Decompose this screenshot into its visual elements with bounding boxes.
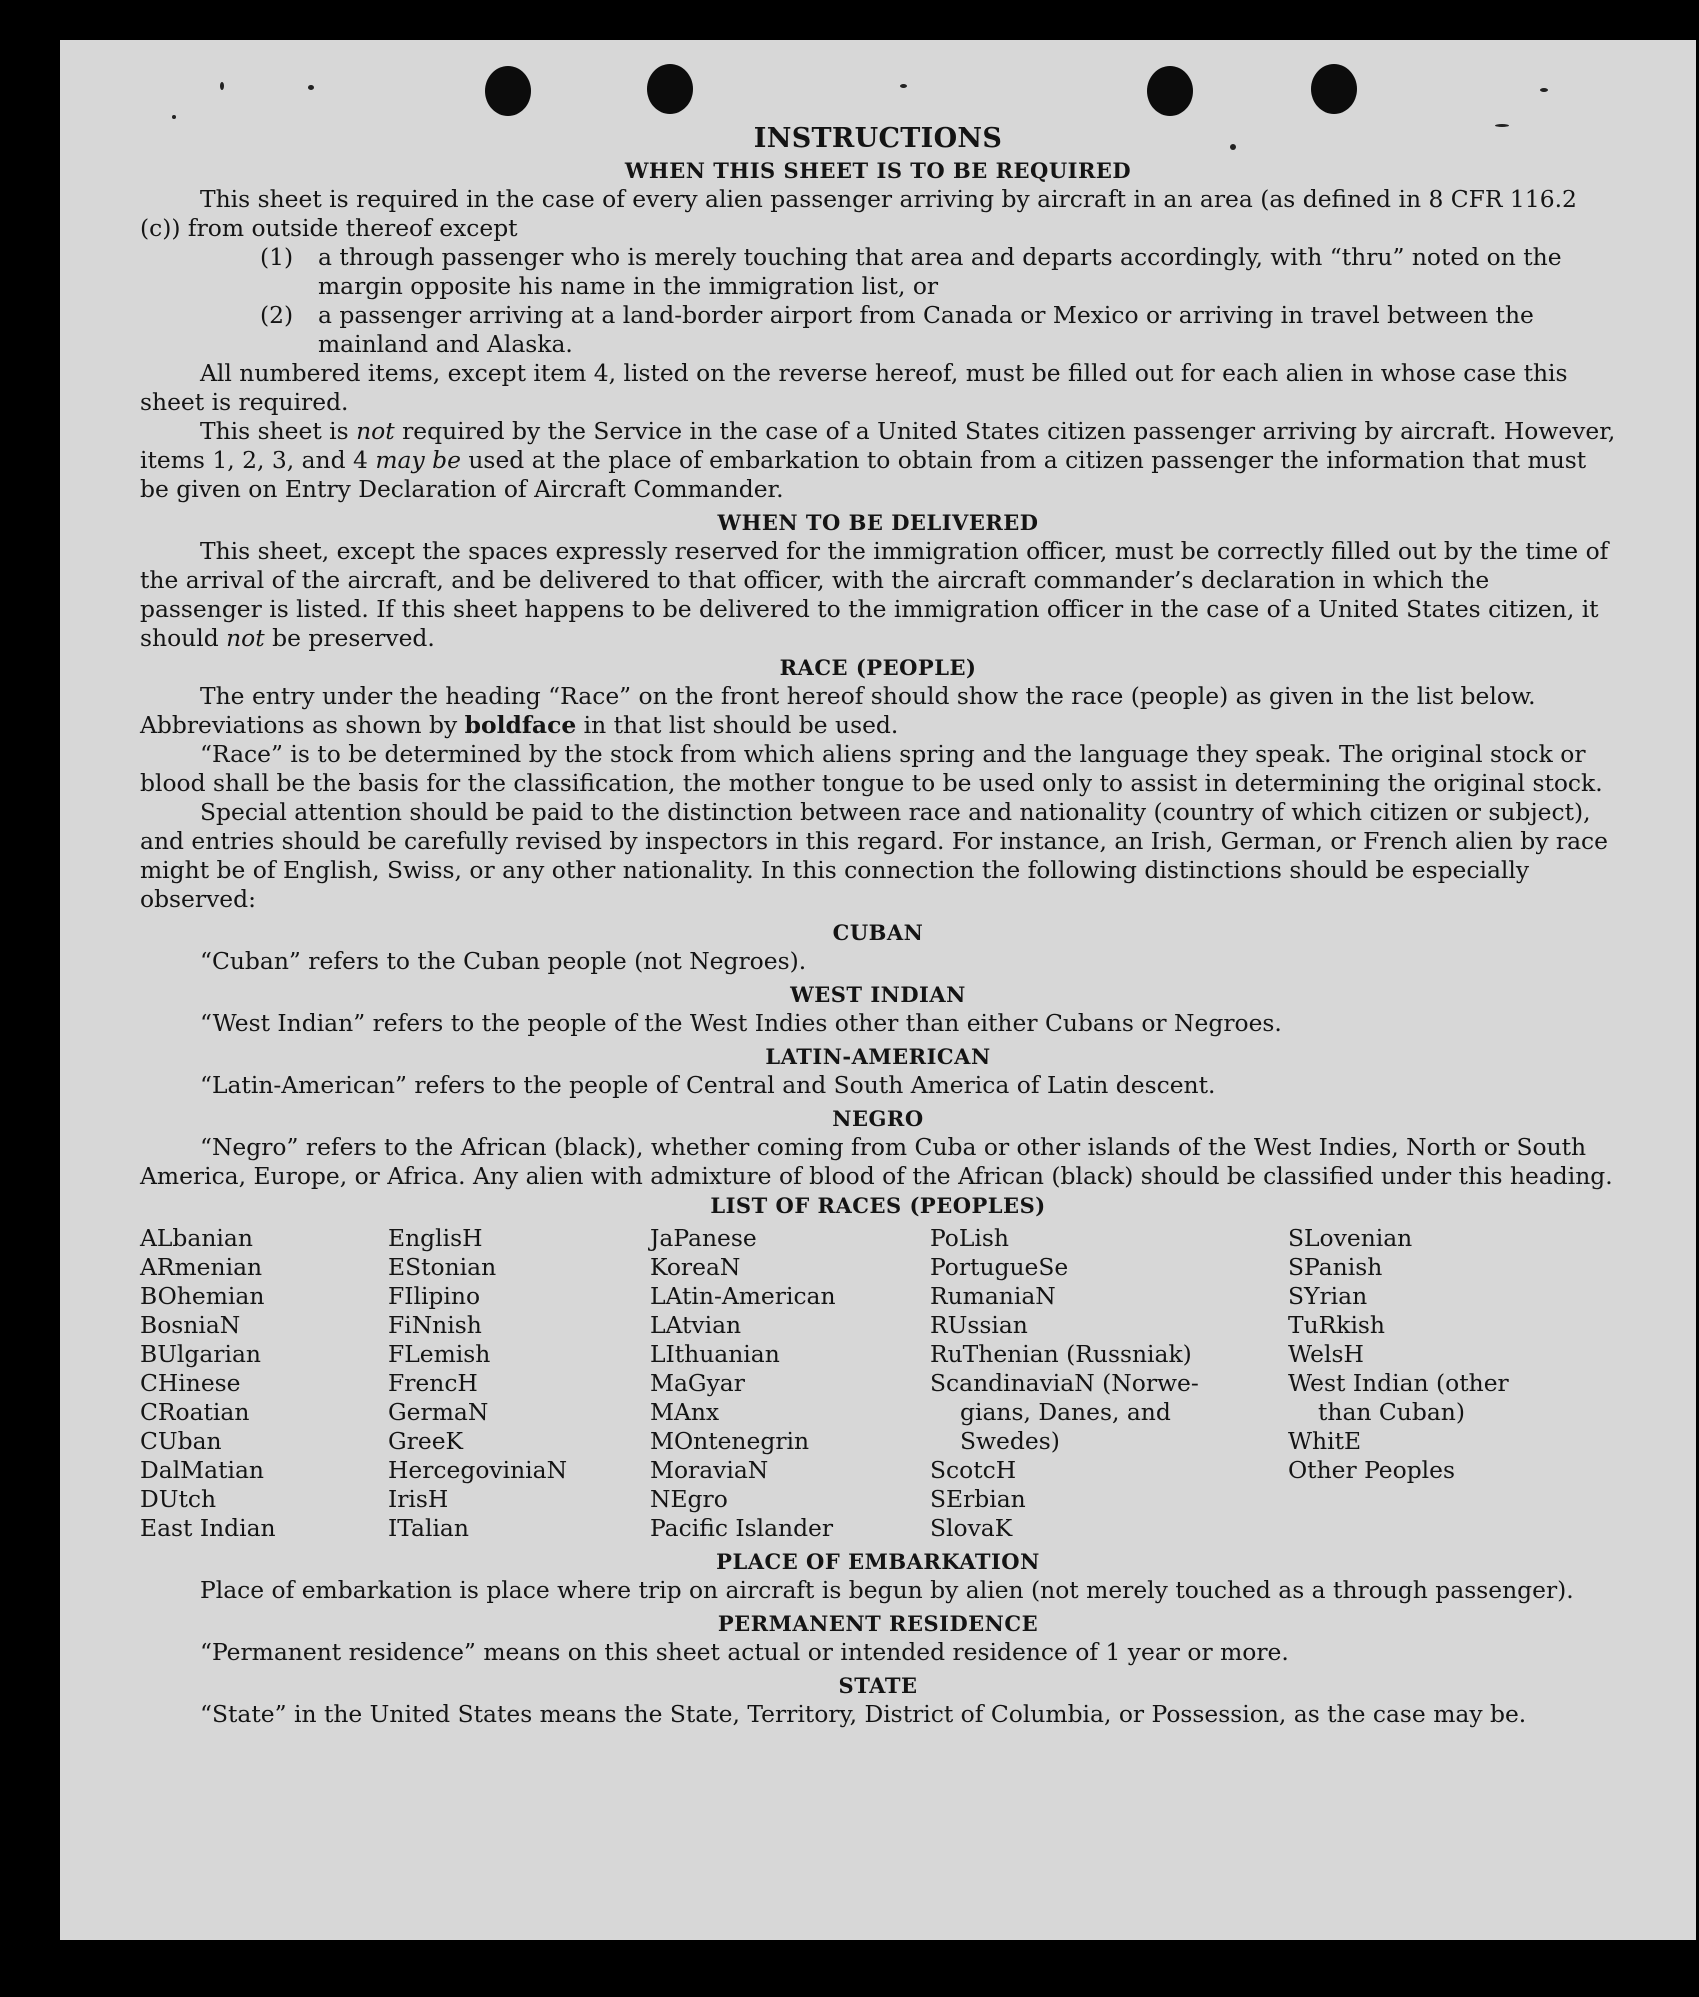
race-entry: SLovenian [1288, 1224, 1413, 1252]
text-span: may be [375, 446, 461, 474]
race-entry: FIlipino [388, 1282, 481, 1310]
race-entry: DUtch [140, 1485, 217, 1513]
punch-hole [1147, 66, 1193, 116]
speck [220, 82, 224, 90]
race-entry: BOhemian [140, 1282, 265, 1310]
paragraph-citizen [140, 417, 1616, 504]
race-entry: MAnx [650, 1398, 720, 1426]
speck [900, 84, 907, 88]
races-column-2 [388, 1224, 650, 1543]
race-entry: FrencH [388, 1369, 478, 1397]
speck [172, 115, 176, 119]
item-number: (2) [260, 301, 294, 329]
race-entry: ARmenian [140, 1253, 263, 1281]
race-entry: ITalian [388, 1514, 469, 1542]
race-entry: WhitE [1288, 1427, 1362, 1455]
race-entry: PoLish [930, 1224, 1009, 1252]
document-page [60, 40, 1696, 1940]
speck [308, 85, 314, 90]
race-entry: CRoatian [140, 1398, 250, 1426]
race-entry: CHinese [140, 1369, 241, 1397]
races-column-4 [930, 1224, 1288, 1543]
speck [1540, 88, 1548, 92]
race-entry: JaPanese [650, 1224, 757, 1252]
paragraph-cuban: “Cuban” refers to the Cuban people (not Negroes). [200, 947, 807, 975]
race-entry: East Indian [140, 1514, 276, 1542]
punch-hole [1311, 64, 1357, 114]
races-list [140, 1224, 1616, 1543]
race-entry: MOntenegrin [650, 1427, 810, 1455]
text-span: This sheet is [200, 417, 357, 445]
race-entry: gians, Danes, and [960, 1398, 1171, 1426]
race-entry: EnglisH [388, 1224, 483, 1252]
race-entry: Pacific Islander [650, 1514, 834, 1542]
race-entry: WelsH [1288, 1340, 1364, 1368]
race-entry: ScotcH [930, 1456, 1017, 1484]
heading-west-indian: WEST INDIAN [790, 982, 966, 1007]
text-span: be preserved. [264, 624, 435, 652]
paragraph-delivery [140, 537, 1616, 653]
heading-negro: NEGRO [832, 1106, 924, 1131]
race-entry: DalMatian [140, 1456, 264, 1484]
race-entry: PortugueSe [930, 1253, 1069, 1281]
race-entry: LAtvian [650, 1311, 742, 1339]
races-column-5 [1288, 1224, 1588, 1543]
race-entry: HercegoviniaN [388, 1456, 568, 1484]
race-entry: LAtin-American [650, 1282, 836, 1310]
punch-hole [647, 64, 693, 114]
races-column-1 [140, 1224, 388, 1543]
race-entry: TuRkish [1288, 1311, 1386, 1339]
paragraph-race-definition: “Race” is to be determined by the stock from which aliens spring and the language they speak. The original stock or blood shall be the basis for the classification, the mother tongue to be used only to assist in determining the original stock. [140, 740, 1603, 797]
text-span: not [356, 417, 395, 445]
paragraph-negro: “Negro” refers to the African (black), whether coming from Cuba or other islands of the West Indies, North or South America, Europe, or Africa. Any alien with admixture of blood of the African (black) should be classified under this heading. [140, 1133, 1613, 1190]
race-entry: NEgro [650, 1485, 728, 1513]
race-entry: FLemish [388, 1340, 491, 1368]
paragraph-state: “State” in the United States means the State, Territory, District of Columbia, or Possession, as the case may be. [200, 1700, 1527, 1728]
heading-latin-american: LATIN-AMERICAN [765, 1044, 991, 1069]
race-entry: SErbian [930, 1485, 1026, 1513]
race-entry: SlovaK [930, 1514, 1013, 1542]
race-entry: LIthuanian [650, 1340, 780, 1368]
text-span: used at the place of embarkation to obtain from a citizen passenger the information that must be given on Entry Declaration of Aircraft Commander. [140, 446, 1587, 503]
paragraph-race-nationality: Special attention should be paid to the distinction between race and nationality (country of which citizen or subject), and entries should be carefully revised by inspectors in this regard. For instance, an Irish, German, or French alien by race might be of English, Swiss, or any other nationality. In this connection the following distinctions should be especially observed: [140, 798, 1608, 913]
race-entry: ScandinaviaN (Norwe- [930, 1369, 1199, 1397]
paragraph-west-indian: “West Indian” refers to the people of the West Indies other than either Cubans or Negroes. [200, 1009, 1282, 1037]
race-entry: CUban [140, 1427, 222, 1455]
paragraph-residence: “Permanent residence” means on this sheet actual or intended residence of 1 year or more. [200, 1638, 1289, 1666]
race-entry: ALbanian [140, 1224, 253, 1252]
text-span: The entry under the heading “Race” on the front hereof should show the race (people) as given in the list below. Abbreviations as shown by [140, 682, 1536, 739]
race-entry: BosniaN [140, 1311, 241, 1339]
heading-list-of-races: LIST OF RACES (PEOPLES) [710, 1193, 1046, 1218]
race-entry: than Cuban) [1318, 1398, 1465, 1426]
item-text: a passenger arriving at a land-border airport from Canada or Mexico or arriving in travel between the mainland and Alaska. [318, 301, 1534, 358]
race-entry: GermaN [388, 1398, 489, 1426]
exception-item-1 [140, 243, 1616, 301]
heading-permanent-residence: PERMANENT RESIDENCE [717, 1611, 1039, 1636]
heading-cuban: CUBAN [832, 920, 924, 945]
race-entry: West Indian (other [1288, 1369, 1509, 1397]
paragraph-race-entry [140, 682, 1616, 740]
race-entry: MaGyar [650, 1369, 745, 1397]
text-span: boldface [464, 711, 577, 739]
heading-state: STATE [838, 1673, 918, 1698]
race-entry: FiNnish [388, 1311, 482, 1339]
races-column-3 [650, 1224, 930, 1543]
text-span: in that list should be used. [576, 711, 899, 739]
race-entry: IrisH [388, 1485, 449, 1513]
text-span: required by the Service in the case of a United States citizen passenger arriving by aircraft. However, items 1, 2, 3, and 4 [140, 417, 1616, 474]
race-entry: Swedes) [960, 1427, 1060, 1455]
race-entry: EStonian [388, 1253, 497, 1281]
text-span: This sheet, except the spaces expressly reserved for the immigration officer, must be correctly filled out by the time of the arrival of the aircraft, and be delivered to that officer, with the aircraft commander’s declaration in which the passenger is listed. If this sheet happens to be delivered to the immigration officer in the case of a United States citizen, it should [140, 537, 1609, 652]
paragraph-numbered-items: All numbered items, except item 4, listed on the reverse hereof, must be filled out for each alien in whose case this sheet is required. [140, 359, 1568, 416]
punch-hole [485, 66, 531, 116]
race-entry: GreeK [388, 1427, 464, 1455]
race-entry: RumaniaN [930, 1282, 1056, 1310]
race-entry: SYrian [1288, 1282, 1368, 1310]
heading-when-required: WHEN THIS SHEET IS TO BE REQUIRED [624, 158, 1132, 183]
exception-item-2 [140, 301, 1616, 359]
race-entry: BUlgarian [140, 1340, 261, 1368]
heading-place-of-embarkation: PLACE OF EMBARKATION [716, 1549, 1040, 1574]
race-entry: RUssian [930, 1311, 1028, 1339]
instructions-text [140, 122, 1616, 1729]
paragraph-embarkation: Place of embarkation is place where trip on aircraft is begun by alien (not merely touched as a through passenger). [200, 1576, 1574, 1604]
paragraph-latin-american: “Latin-American” refers to the people of Central and South America of Latin descent. [200, 1071, 1216, 1099]
heading-race: RACE (PEOPLE) [779, 655, 977, 680]
item-text: a through passenger who is merely touching that area and departs accordingly, with “thru” noted on the margin opposite his name in the immigration list, or [318, 243, 1562, 300]
race-entry: KoreaN [650, 1253, 741, 1281]
page-title: INSTRUCTIONS [753, 123, 1003, 154]
race-entry: SPanish [1288, 1253, 1383, 1281]
paragraph-required: This sheet is required in the case of every alien passenger arriving by aircraft in an area (as defined in 8 CFR 116.2 (c)) from outside thereof except [140, 185, 1577, 242]
item-number: (1) [260, 243, 294, 271]
heading-when-delivered: WHEN TO BE DELIVERED [717, 510, 1039, 535]
race-entry: Other Peoples [1288, 1456, 1456, 1484]
race-entry: RuThenian (Russniak) [930, 1340, 1192, 1368]
text-span: not [226, 624, 265, 652]
race-entry: MoraviaN [650, 1456, 769, 1484]
